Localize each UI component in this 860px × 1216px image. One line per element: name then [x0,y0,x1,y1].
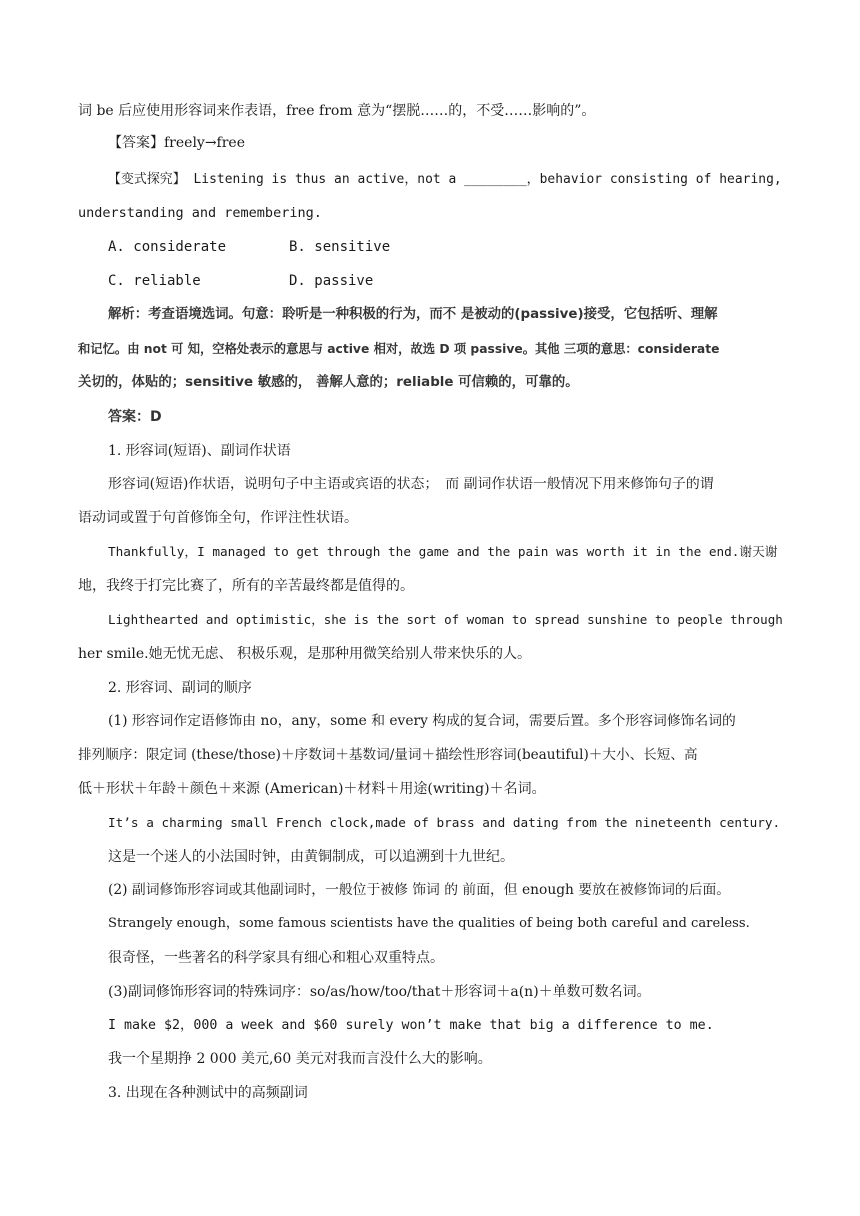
example-line: Thankfully，I managed to get through the game and the pain was worth it in the end.谢天谢 [108,544,778,559]
body-line: 低＋形状＋年龄＋颜色＋来源 (American)＋材料＋用途(writing)＋名词。 [78,781,546,797]
explanation-line: 词 be 后应使用形容词来作表语，free from 意为“摆脱……的，不受……影响的”。 [78,103,596,119]
option-a: A. considerate [108,239,227,255]
option-b: B. sensitive [289,239,391,255]
translation-line: 地，我终于打完比赛了，所有的辛苦最终都是值得的。 [78,578,414,594]
body-line: (3)副词修饰形容词的特殊词序：so/as/how/too/that＋形容词＋a(n)＋单数可数名词。 [108,984,651,1000]
body-line: 排列顺序：限定词 (these/those)＋序数词＋基数词/量词＋描绘性形容词(beautiful)＋大小、长短、高 [78,747,698,763]
translation-line: 我一个星期挣 2 000 美元,60 美元对我而言没什么大的影响。 [108,1051,492,1067]
body-line: (1) 形容词作定语修饰由 no，any，some 和 every 构成的复合词，需要后置。多个形容词修饰名词的 [108,713,736,729]
analysis-line-1: 解析：考查语境选词。句意：聆听是一种积极的行为，而不 是被动的(passive)接受，它包括听、理解 [108,307,718,322]
body-line: 语动词或置于句首修饰全句，作评注性状语。 [78,510,358,526]
body-line: (2) 副词修饰形容词或其他副词时，一般位于被修 饰词 的 前面，但 enough 要放在被修饰词的后面。 [108,882,731,898]
body-line: 形容词(短语)作状语，说明句子中主语或宾语的状态； 而 副词作状语一般情况下用来修饰句子的谓 [108,476,714,492]
example-line: It’s a charming small French clock,made of brass and dating from the nineteenth century. [108,815,781,830]
translation-line: 这是一个迷人的小法国时钟，由黄铜制成，可以追溯到十九世纪。 [108,849,514,865]
option-d: D. passive [289,273,374,289]
variant-question-line-1: 【变式探究】 Listening is thus an active，not a ________，behavior consisting of hearing, [108,172,782,187]
option-c: C. reliable [108,273,201,289]
translation-line: her smile.她无忧无虑、 积极乐观，是那种用微笑给别人带来快乐的人。 [78,646,532,662]
variant-question-line-2: understanding and remembering. [78,205,322,221]
section-heading-2: 2. 形容词、副词的顺序 [108,680,252,696]
example-line: Strangely enough，some famous scientists have the qualities of being both careful and careless. [108,916,750,931]
translation-line: 很奇怪，一些著名的科学家具有细心和粗心双重特点。 [108,950,444,966]
answer-line: 【答案】freely→free [108,135,246,151]
analysis-line-3: 关切的，体贴的；sensitive 敏感的， 善解人意的；reliable 可信赖的，可靠的。 [78,375,579,390]
example-line: I make $2，000 a week and $60 surely won’t make that big a difference to me. [108,1018,714,1033]
section-heading-1: 1. 形容词(短语)、副词作状语 [108,443,291,459]
section-heading-3: 3. 出现在各种测试中的高频副词 [108,1085,308,1101]
analysis-line-2: 和记忆。由 not 可 知，空格处表示的意思与 active 相对，故选 D 项 passive。其他 三项的意思：considerate [78,342,720,356]
example-line: Lighthearted and optimistic，she is the sort of woman to spread sunshine to people through [108,612,783,627]
analysis-answer: 答案：D [108,409,162,425]
